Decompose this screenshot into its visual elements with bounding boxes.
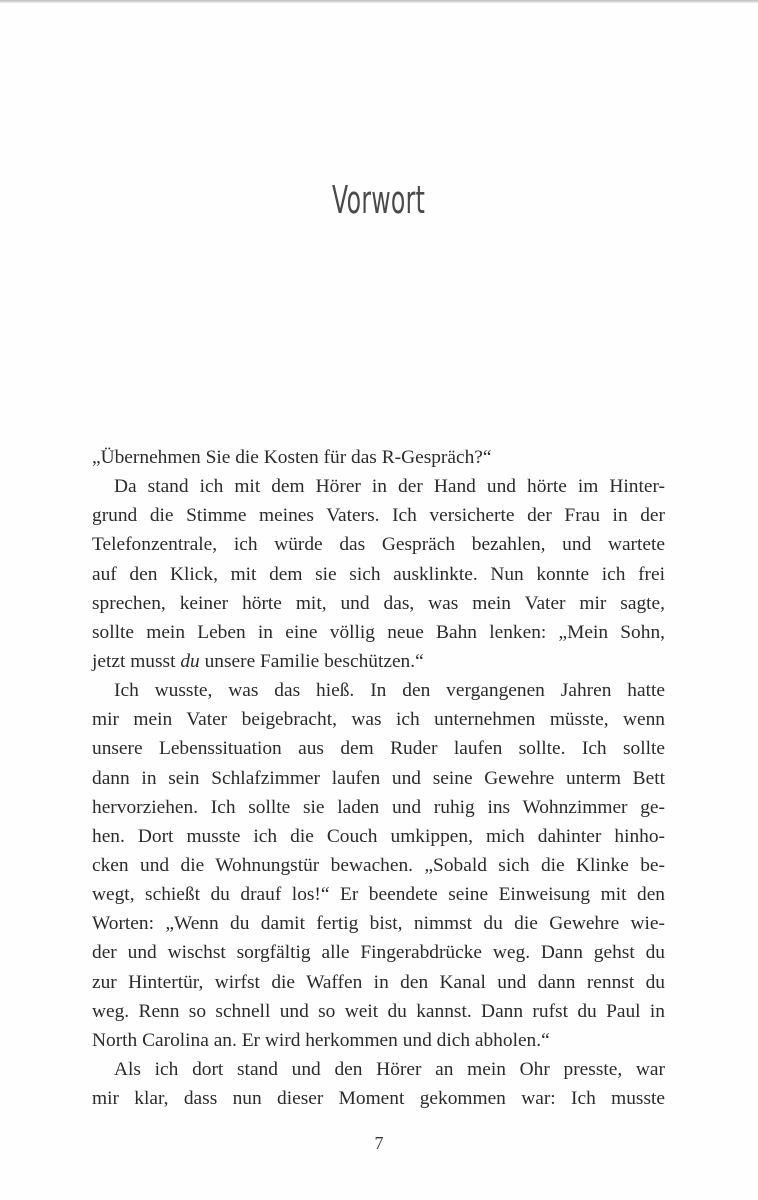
text-line: unsere Lebenssituation aus dem Ruder laufen sollte. Ich sollte: [92, 738, 665, 760]
text-line: der und wischst sorgfältig alle Fingerabdrücke weg. Dann gehst du: [92, 942, 665, 964]
emphasis-word: du: [180, 650, 200, 672]
text-line: mir mein Vater beigebracht, was ich unternehmen müsste, wenn: [92, 709, 665, 731]
text-line: sollte mein Leben in eine völlig neue Bahn lenken: „Mein Sohn,: [92, 621, 665, 643]
text-line: dann in sein Schlafzimmer laufen und seine Gewehre unterm Bett: [92, 767, 665, 789]
text-line: grund die Stimme meines Vaters. Ich versicherte der Frau in der: [92, 505, 665, 527]
text-line: auf den Klick, mit dem sie sich ausklinkte. Nun konnte ich frei: [92, 563, 665, 585]
text-line: Worten: „Wenn du damit fertig bist, nimmst du die Gewehre wie-: [92, 913, 665, 935]
chapter-title: Vorwort: [332, 178, 426, 222]
text-line: wegt, schießt du drauf los!“ Er beendete seine Einweisung mit den: [92, 884, 665, 906]
text-line: North Carolina an. Er wird herkommen und dich abholen.“: [92, 1029, 550, 1051]
page-top-edge: [0, 0, 758, 3]
text-line: hen. Dort musste ich die Couch umkippen, mich dahinter hinho-: [92, 825, 665, 847]
text-line: mir klar, dass nun dieser Moment gekommen war: Ich musste: [92, 1088, 665, 1110]
text-line: hervorziehen. Ich sollte sie laden und ruhig ins Wohnzimmer ge-: [92, 796, 665, 818]
text-line: sprechen, keiner hörte mit, und das, was mein Vater mir sagte,: [92, 592, 665, 614]
text-line: cken und die Wohnungstür bewachen. „Sobald sich die Klinke be-: [92, 854, 665, 876]
page-number: 7: [374, 1133, 384, 1153]
text-line: Als ich dort stand und den Hörer an mein Ohr presste, war: [114, 1058, 665, 1080]
text-line: „Übernehmen Sie die Kosten für das R-Gespräch?“: [92, 447, 492, 468]
text-line: Ich wusste, was das hieß. In den vergangenen Jahren hatte: [114, 680, 665, 702]
text-line: weg. Renn so schnell und so weit du kannst. Dann rufst du Paul in: [92, 1000, 665, 1022]
text-line: [92, 647, 665, 676]
text-run: jetzt musst: [92, 650, 181, 672]
body-text: [92, 443, 665, 1113]
text-line: Da stand ich mit dem Hörer in der Hand und hörte im Hinter-: [114, 476, 665, 498]
text-run: unsere Familie beschützen.“: [199, 650, 424, 672]
text-line: zur Hintertür, wirfst die Waffen in den Kanal und dann rennst du: [92, 971, 665, 993]
text-line: Telefonzentrale, ich würde das Gespräch bezahlen, und wartete: [92, 534, 665, 556]
